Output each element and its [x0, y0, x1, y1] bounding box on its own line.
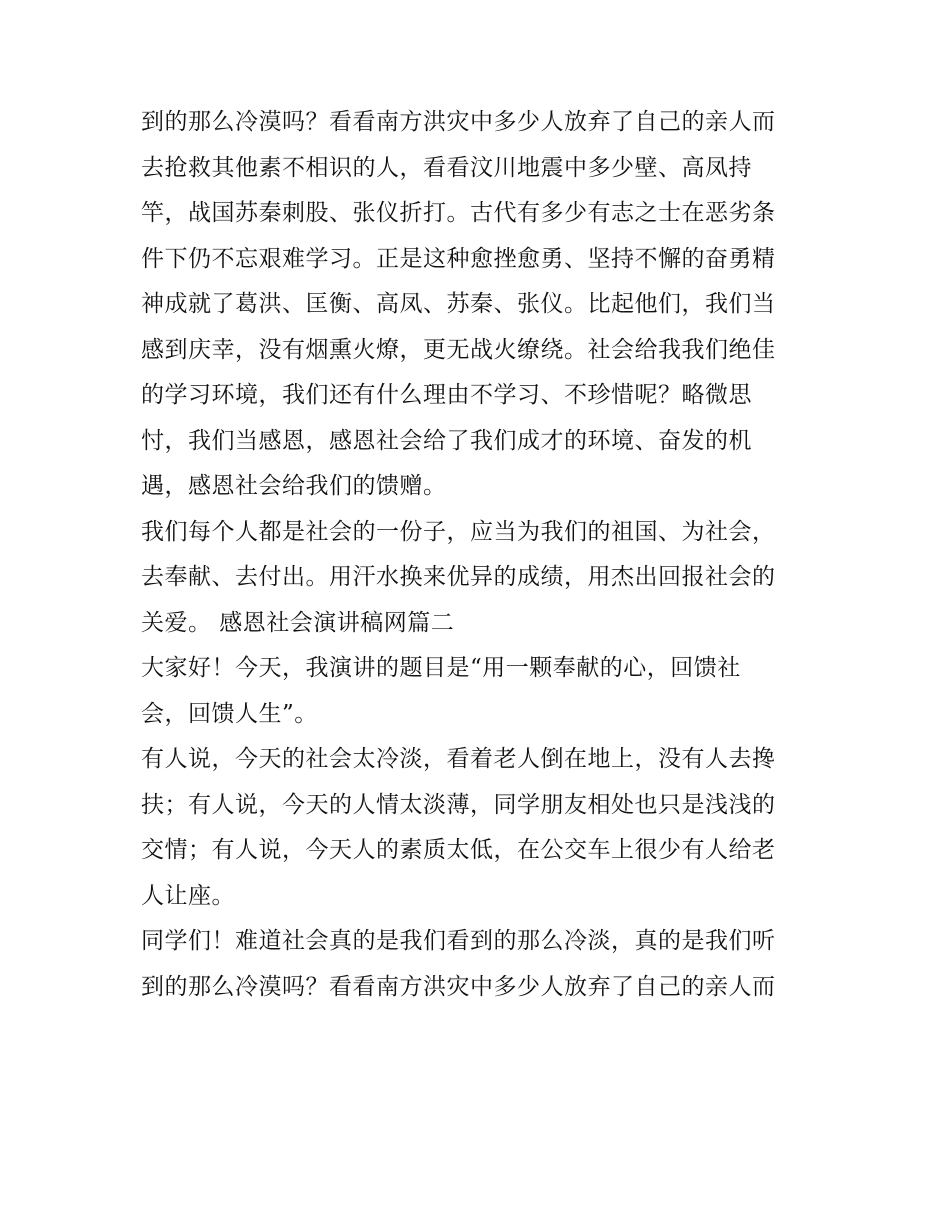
text-line: 大家好！今天，我演讲的题目是“用一颗奉献的心，回馈社 [141, 655, 741, 681]
text-line: 人让座。 [141, 882, 235, 909]
text-line: 交情；有人说，今天人的素质太低，在公交车上很少有人给老 [141, 837, 776, 863]
text-line: 遇，感恩社会给我们的馈赠。 [141, 473, 447, 499]
text-line: 到的那么冷漠吗？看看南方洪灾中多少人放弃了自己的亲人而 [141, 973, 776, 1000]
paragraph-4 [141, 737, 821, 919]
text-line: 感到庆幸，没有烟熏火燎，更无战火缭绕。社会给我我们绝佳 [141, 336, 776, 363]
paragraph-2 [141, 510, 821, 647]
text-line: 忖，我们当感恩，感恩社会给了我们成才的环境、奋发的机 [141, 427, 752, 454]
text-line: 神成就了葛洪、匡衡、高凤、苏秦、张仪。比起他们，我们当 [141, 291, 776, 317]
text-line: 去抢救其他素不相识的人，看看汶川地震中多少壁、高凤持 [141, 154, 752, 181]
text-line: 扶；有人说，今天的人情太淡薄，同学朋友相处也只是浅浅的 [141, 791, 776, 818]
text-line: 竿，战国苏秦刺股、张仪折打。古代有多少有志之士在恶劣条 [141, 200, 776, 226]
text-line: 件下仍不忘艰难学习。正是这种愈挫愈勇、坚持不懈的奋勇精 [141, 245, 776, 272]
paragraph-1 [141, 100, 821, 510]
text-line: 的学习环境，我们还有什么理由不学习、不珍惜呢？略微思 [141, 382, 752, 408]
body-text [141, 100, 821, 1010]
text-line: 我们每个人都是社会的一份子，应当为我们的祖国、为社会， [141, 518, 776, 545]
paragraph-3 [141, 646, 821, 737]
text-line: 去奉献、去付出。用汗水换来优异的成绩，用杰出回报社会的 [141, 564, 776, 590]
text-line: 有人说，今天的社会太冷淡，看着老人倒在地上，没有人去搀 [141, 746, 776, 772]
text-line: 关爱。 感恩社会演讲稿网篇二 [141, 609, 455, 636]
text-line: 同学们！难道社会真的是我们看到的那么冷淡，真的是我们听 [141, 928, 776, 954]
paragraph-5 [141, 919, 821, 1010]
text-line: 到的那么冷漠吗？看看南方洪灾中多少人放弃了自己的亲人而 [141, 109, 776, 135]
text-line: 会，回馈人生”。 [141, 700, 318, 727]
